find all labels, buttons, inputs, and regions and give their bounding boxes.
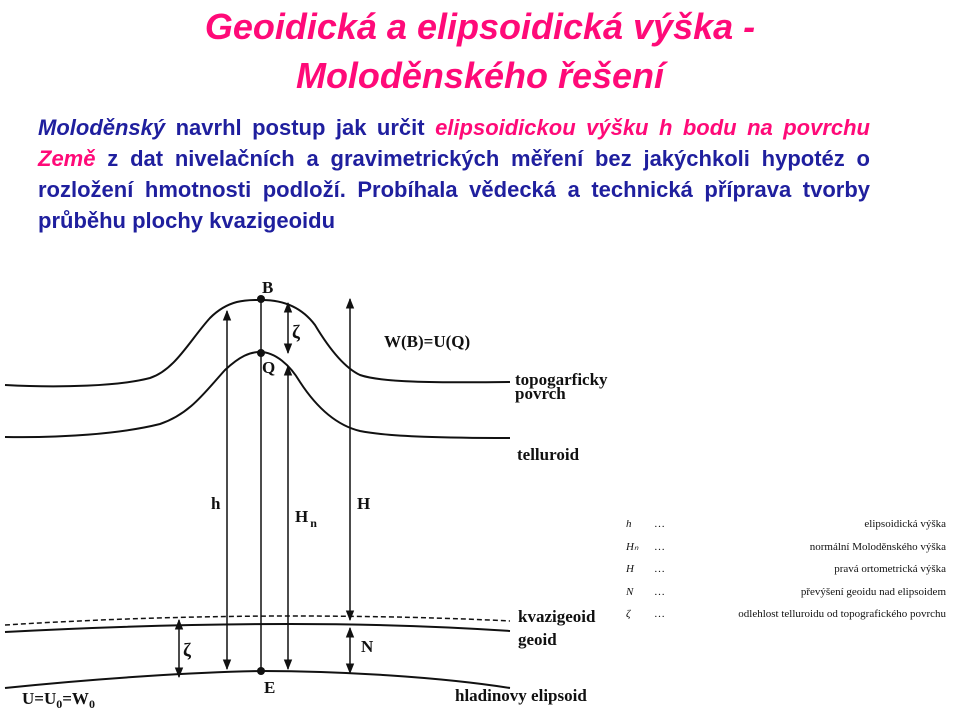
intro-emphasis: elipsoidickou výšku h bodu na povrchu Země (38, 115, 870, 171)
intro-text-1: navrhl postup jak určit (165, 115, 436, 140)
telluroid-label: telluroid (517, 445, 580, 464)
quasigeoid-label: kvazigeoid (518, 607, 596, 626)
topo-surface-label-1: topogarficky (515, 370, 608, 389)
legend-dots: … (654, 585, 665, 598)
point-Q-label: Q (262, 358, 276, 377)
title-line-2: Moloděnského řešení (295, 55, 665, 96)
topo-surface-label-2: povrch (515, 384, 566, 403)
intro-text-2: z dat nivelačních a gravimetrických měření bez jakýchkoli hypotéz o rozložení hmotnosti podloží. Probíhala vědecká a technická příprava tvorby průběhu plochy kvazigeoidu (38, 146, 870, 233)
zeta-bottom-label: ζ (183, 640, 191, 661)
legend-dots: … (654, 608, 665, 621)
equation-label: W(B)=U(Q) (384, 332, 471, 351)
legend-symbol: Hₙ (626, 541, 639, 554)
legend-symbol: N (626, 585, 634, 598)
legend-row (626, 603, 946, 626)
legend-row (626, 513, 946, 536)
legend-row (626, 581, 946, 604)
legend-symbol: H (626, 563, 634, 576)
legend-text: odlehlost telluroidu od topografického povrchu (738, 608, 946, 621)
legend-dots: … (654, 563, 665, 576)
legend-text: elipsoidická výška (864, 518, 946, 531)
potential-equation-label: $U=U_0=W_0$ (22, 689, 95, 711)
h-label: h (211, 494, 221, 513)
N-label: N (361, 637, 374, 656)
legend-symbol: ζ (626, 608, 631, 621)
ellipsoid-curve (5, 671, 510, 688)
H-label: H (357, 494, 371, 513)
geoid-label: geoid (518, 630, 557, 649)
point-B-label: B (262, 278, 274, 297)
symbol-legend (626, 513, 946, 626)
legend-text: normální Moloděnského výška (809, 540, 946, 553)
telluroid-curve (5, 352, 510, 438)
intro-molodensky: Moloděnský (38, 115, 166, 140)
legend-text: převýšení geoidu nad elipsoidem (800, 585, 946, 598)
legend-dots: … (654, 518, 665, 531)
legend-dots: … (654, 540, 665, 553)
zeta-top-label: ζ (292, 322, 300, 343)
legend-text: pravá ortometrická výška (834, 563, 946, 576)
point-E-marker (257, 667, 265, 675)
legend-symbol: h (626, 518, 632, 531)
legend-row (626, 558, 946, 581)
geoid-curve (5, 624, 510, 632)
point-E-label: E (264, 678, 276, 697)
ellipsoid-label: hladinovy elipsoid (455, 686, 587, 705)
Hn-label: H $_n$ (295, 507, 317, 530)
legend-row (626, 536, 946, 559)
title-line-1: Geoidická a elipsoidická výška - (204, 6, 756, 47)
point-Q-marker (257, 349, 265, 357)
